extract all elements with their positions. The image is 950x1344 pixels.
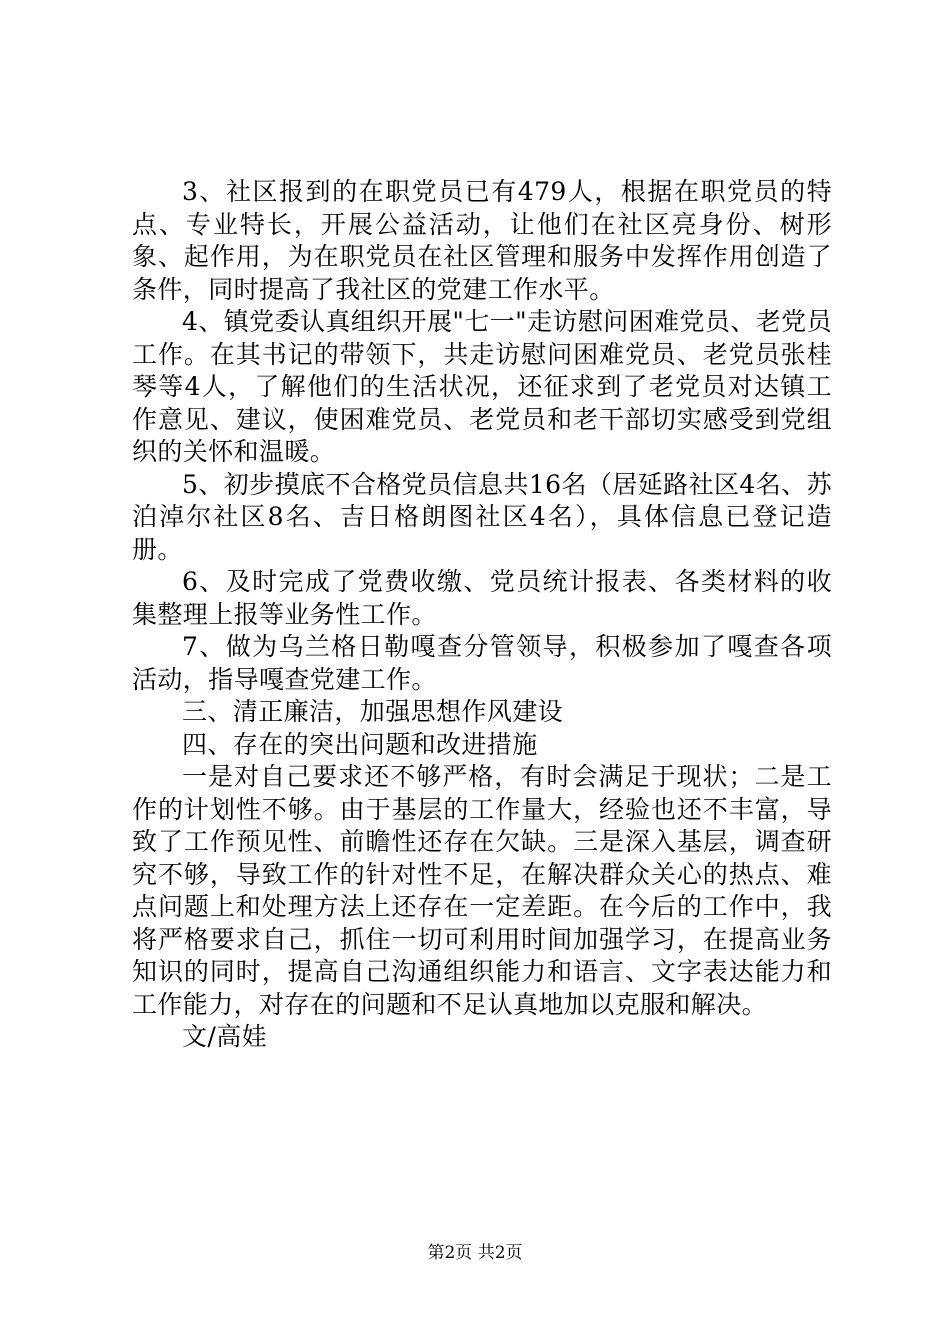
author-signature: 文/高娃 (182, 1022, 268, 1051)
paragraph-item-4: 4、镇党委认真组织开展"七一"走访慰问困难党员、老党员工作。在其书记的带领下，共走访慰问困难党员、老党员张桂琴等4人，了解他们的生活状况，还征求到了老党员对达镇工作意见、建议，使困难党员、老党员和老干部切实感受到党组织的关怀和温暖。 (132, 307, 832, 466)
section-4-body: 一是对自己要求还不够严格，有时会满足于现状；二是工作的计划性不够。由于基层的工作量大，经验也还不丰富，导致了工作预见性、前瞻性还存在欠缺。三是深入基层，调查研究不够，导致工作的针对性不足，在解决群众关心的热点、难点问题上和处理方法上还存在一定差距。在今后的工作中，我将严格要求自己，抓住一切可利用时间加强学习，在提高业务知识的同时，提高自己沟通组织能力和语言、文字表达能力和工作能力，对存在的问题和不足认真地加以克服和解决。 (132, 762, 832, 1019)
section-heading-3: 三、清正廉洁，加强思想作风建设 (182, 697, 564, 726)
page-footer: 第2页 共2页 (427, 1243, 523, 1263)
document-body (132, 176, 832, 1054)
section-heading-4: 四、存在的突出问题和改进措施 (182, 729, 538, 759)
paragraph-item-6: 6、及时完成了党费收缴、党员统计报表、各类材料的收集整理上报等业务性工作。 (132, 567, 832, 629)
paragraph-item-3: 3、社区报到的在职党员已有479人，根据在职党员的特点、专业特长，开展公益活动，让他们在社区亮身份、树形象、起作用，为在职党员在社区管理和服务中发挥作用创造了条件，同时提高了我社区的党建工作水平。 (132, 177, 832, 304)
paragraph-item-7: 7、做为乌兰格日勒嘎查分管领导，积极参加了嘎查各项活动，指导嘎查党建工作。 (132, 632, 832, 694)
paragraph-item-5: 5、初步摸底不合格党员信息共16名（居延路社区4名、苏泊淖尔社区8名、吉日格朗图社区4名），具体信息已登记造册。 (132, 469, 832, 564)
